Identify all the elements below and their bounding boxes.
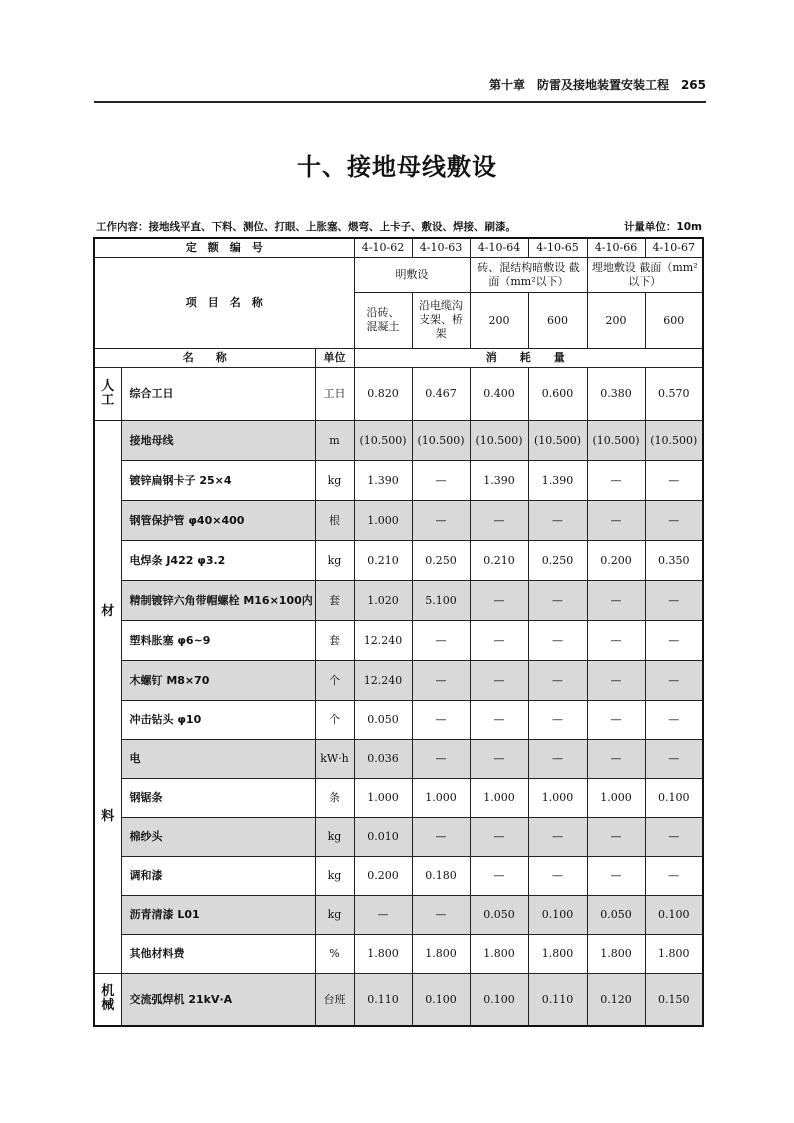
item-value: — <box>587 660 645 700</box>
item-value: — <box>587 856 645 895</box>
item-unit: m <box>315 420 354 460</box>
item-unit: kg <box>315 460 354 500</box>
item-value: — <box>528 500 587 540</box>
table-row <box>94 895 703 934</box>
quota-code: 4-10-67 <box>645 238 703 257</box>
table-row <box>94 817 703 856</box>
item-value: — <box>470 500 528 540</box>
item-value: — <box>645 580 703 620</box>
item-value: 1.800 <box>470 934 528 973</box>
item-unit: 个 <box>315 700 354 739</box>
item-name: 钢管保护管 φ40×400 <box>121 500 315 540</box>
quota-code: 4-10-63 <box>412 238 470 257</box>
item-value: 0.050 <box>587 895 645 934</box>
item-value: 0.570 <box>645 367 703 420</box>
quota-code: 4-10-66 <box>587 238 645 257</box>
item-value: 1.800 <box>528 934 587 973</box>
item-value: — <box>528 620 587 660</box>
item-unit: 条 <box>315 778 354 817</box>
item-name: 棉纱头 <box>121 817 315 856</box>
item-value: 1.390 <box>354 460 412 500</box>
item-value: — <box>587 817 645 856</box>
item-unit: kW·h <box>315 739 354 778</box>
item-value: 0.250 <box>412 540 470 580</box>
item-value: — <box>412 500 470 540</box>
item-name: 电 <box>121 739 315 778</box>
category-machine: 机械 <box>94 973 121 1026</box>
item-value: 0.350 <box>645 540 703 580</box>
item-value: 0.467 <box>412 367 470 420</box>
item-name: 冲击钻头 φ10 <box>121 700 315 739</box>
item-unit: kg <box>315 895 354 934</box>
item-name: 镀锌扁钢卡子 25×4 <box>121 460 315 500</box>
item-value: (10.500) <box>645 420 703 460</box>
item-unit: kg <box>315 817 354 856</box>
item-value: — <box>587 580 645 620</box>
table-row <box>94 420 703 460</box>
item-value: — <box>645 620 703 660</box>
item-value: — <box>412 660 470 700</box>
item-value: — <box>412 620 470 660</box>
item-value: 0.100 <box>528 895 587 934</box>
col-consume-header: 消 耗 量 <box>354 348 703 367</box>
item-value: — <box>528 700 587 739</box>
item-value: (10.500) <box>470 420 528 460</box>
item-value: 1.020 <box>354 580 412 620</box>
work-content-line <box>96 219 702 233</box>
item-name: 电焊条 J422 φ3.2 <box>121 540 315 580</box>
item-name: 交流弧焊机 21kV·A <box>121 973 315 1026</box>
table-row <box>94 660 703 700</box>
item-value: 0.400 <box>470 367 528 420</box>
item-name: 调和漆 <box>121 856 315 895</box>
quota-code: 4-10-64 <box>470 238 528 257</box>
section-title: 十、接地母线敷设 <box>297 153 497 181</box>
item-unit: kg <box>315 856 354 895</box>
item-value: — <box>470 620 528 660</box>
quota-table <box>93 237 704 1027</box>
group-ground-laying: 埋地敷设 截面（mm²以下） <box>587 257 703 292</box>
item-name: 木螺钉 M8×70 <box>121 660 315 700</box>
item-value: 0.200 <box>587 540 645 580</box>
item-value: 0.036 <box>354 739 412 778</box>
header-rule <box>94 101 706 103</box>
item-value: — <box>645 660 703 700</box>
item-value: 0.100 <box>645 778 703 817</box>
item-value: — <box>470 660 528 700</box>
item-value: — <box>645 739 703 778</box>
table-row <box>94 367 703 420</box>
item-value: — <box>528 856 587 895</box>
quota-code: 4-10-65 <box>528 238 587 257</box>
item-value: 1.000 <box>528 778 587 817</box>
item-value: 12.240 <box>354 660 412 700</box>
table-row <box>94 580 703 620</box>
item-value: 0.100 <box>412 973 470 1026</box>
item-value: 0.110 <box>528 973 587 1026</box>
item-unit: 套 <box>315 580 354 620</box>
unit-note: 计量单位：10m <box>623 221 702 233</box>
category-labor: 人工 <box>94 367 121 420</box>
item-value: — <box>412 460 470 500</box>
col-name-header: 名 称 <box>94 348 315 367</box>
quota-code: 4-10-62 <box>354 238 412 257</box>
item-unit: 工日 <box>315 367 354 420</box>
item-value: — <box>470 856 528 895</box>
item-value: — <box>587 700 645 739</box>
item-value: — <box>412 817 470 856</box>
item-value: 1.000 <box>412 778 470 817</box>
item-value: (10.500) <box>354 420 412 460</box>
item-value: — <box>645 817 703 856</box>
item-name: 精制镀锌六角带帽螺栓 M16×100内 <box>121 580 315 620</box>
work-content: 工作内容：接地线平直、下料、测位、打眼、上胀塞、煨弯、上卡子、敷设、焊接、刷漆。 <box>96 221 516 233</box>
item-unit: 个 <box>315 660 354 700</box>
category-material: 材 料 <box>94 420 121 973</box>
item-value: — <box>587 460 645 500</box>
sub-col: 沿电缆沟支架、桥架 <box>412 292 470 348</box>
sub-col: 600 <box>645 292 703 348</box>
table-row <box>94 700 703 739</box>
item-value: — <box>645 460 703 500</box>
item-value: — <box>587 620 645 660</box>
quota-label: 定 额 编 号 <box>94 238 354 257</box>
table-row <box>94 739 703 778</box>
item-value: 0.120 <box>587 973 645 1026</box>
item-value: 0.110 <box>354 973 412 1026</box>
item-unit: 套 <box>315 620 354 660</box>
item-value: 0.050 <box>354 700 412 739</box>
item-value: 1.800 <box>412 934 470 973</box>
item-value: 0.050 <box>470 895 528 934</box>
item-value: — <box>528 817 587 856</box>
group-open-laying: 明敷设 <box>354 257 470 292</box>
sub-col: 200 <box>470 292 528 348</box>
item-name: 沥青清漆 L01 <box>121 895 315 934</box>
chapter-title: 第十章 防雷及接地装置安装工程 265 <box>488 78 706 92</box>
item-unit: % <box>315 934 354 973</box>
item-value: 1.000 <box>470 778 528 817</box>
column-header-row <box>94 348 703 367</box>
item-value: 0.600 <box>528 367 587 420</box>
item-value: — <box>645 856 703 895</box>
item-value: — <box>587 500 645 540</box>
item-value: — <box>470 817 528 856</box>
item-value: 0.010 <box>354 817 412 856</box>
item-value: 0.210 <box>470 540 528 580</box>
item-value: — <box>412 895 470 934</box>
item-value: 0.250 <box>528 540 587 580</box>
item-value: 1.000 <box>587 778 645 817</box>
item-unit: 台班 <box>315 973 354 1026</box>
col-unit-header: 单位 <box>315 348 354 367</box>
item-value: 0.100 <box>645 895 703 934</box>
item-value: — <box>645 500 703 540</box>
item-value: 0.200 <box>354 856 412 895</box>
item-value: 0.100 <box>470 973 528 1026</box>
item-value: (10.500) <box>412 420 470 460</box>
sub-col: 沿砖、混凝土 <box>354 292 412 348</box>
item-name-label: 项 目 名 称 <box>94 257 354 348</box>
item-value: — <box>470 700 528 739</box>
page-header <box>96 76 706 96</box>
sub-col: 600 <box>528 292 587 348</box>
table-row <box>94 460 703 500</box>
item-value: — <box>470 739 528 778</box>
item-value: — <box>528 580 587 620</box>
item-value: 1.390 <box>470 460 528 500</box>
item-unit: kg <box>315 540 354 580</box>
item-value: 0.150 <box>645 973 703 1026</box>
item-value: 1.800 <box>587 934 645 973</box>
table-row <box>94 934 703 973</box>
item-value: — <box>528 739 587 778</box>
group-brick-laying: 砖、混结构暗敷设 截面（mm²以下） <box>470 257 587 292</box>
item-name: 塑料胀塞 φ6~9 <box>121 620 315 660</box>
item-value: 1.390 <box>528 460 587 500</box>
item-name: 其他材料费 <box>121 934 315 973</box>
table-row <box>94 856 703 895</box>
item-value: 1.800 <box>354 934 412 973</box>
item-value: 0.380 <box>587 367 645 420</box>
item-value: — <box>645 700 703 739</box>
group-header-row <box>94 257 703 292</box>
table-row <box>94 973 703 1026</box>
item-value: 0.820 <box>354 367 412 420</box>
item-value: — <box>528 660 587 700</box>
item-value: — <box>587 739 645 778</box>
table-row <box>94 620 703 660</box>
table-row <box>94 500 703 540</box>
item-value: — <box>412 700 470 739</box>
item-name: 钢锯条 <box>121 778 315 817</box>
item-name: 接地母线 <box>121 420 315 460</box>
item-value: (10.500) <box>587 420 645 460</box>
quota-code-row <box>94 238 703 257</box>
item-value: 5.100 <box>412 580 470 620</box>
item-value: 1.000 <box>354 500 412 540</box>
item-value: 1.000 <box>354 778 412 817</box>
item-value: (10.500) <box>528 420 587 460</box>
item-value: 1.800 <box>645 934 703 973</box>
item-value: — <box>354 895 412 934</box>
table-row <box>94 778 703 817</box>
item-value: 12.240 <box>354 620 412 660</box>
item-value: — <box>412 739 470 778</box>
sub-col: 200 <box>587 292 645 348</box>
item-name: 综合工日 <box>121 367 315 420</box>
item-unit: 根 <box>315 500 354 540</box>
item-value: — <box>470 580 528 620</box>
table-row <box>94 540 703 580</box>
item-value: 0.210 <box>354 540 412 580</box>
item-value: 0.180 <box>412 856 470 895</box>
